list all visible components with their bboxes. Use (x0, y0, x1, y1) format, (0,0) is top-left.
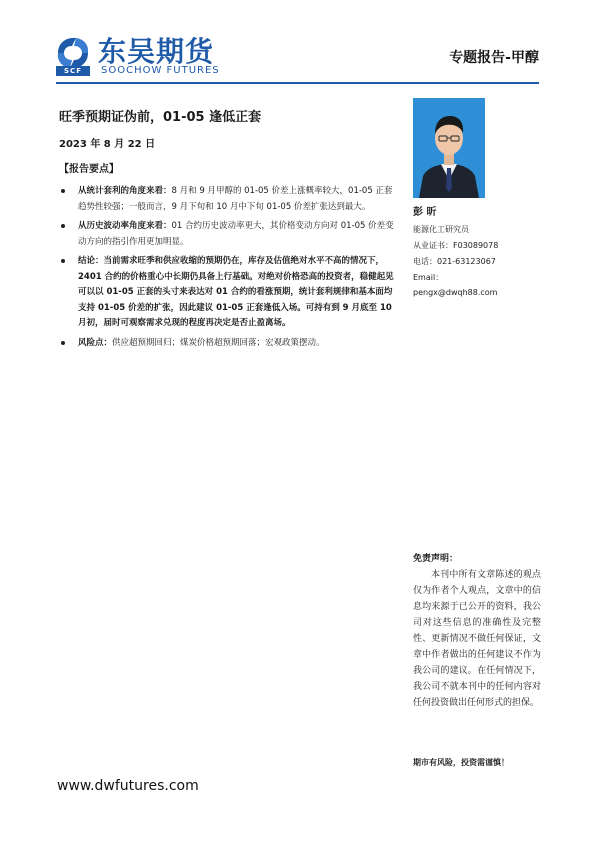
logo-english-name: SOOCHOW FUTURES (101, 65, 220, 76)
key-point-item (59, 336, 397, 352)
logo-abbreviation: SCF (56, 66, 90, 76)
analyst-license: 从业证书：F03089078 (413, 241, 499, 250)
key-points-list (59, 184, 397, 355)
key-point-item (59, 254, 397, 332)
footer-website-link[interactable]: www.dwfutures.com (57, 778, 199, 794)
key-point-label: 风险点： (78, 337, 113, 348)
analyst-portrait-icon (413, 98, 485, 198)
report-title: 旺季预期证伪前，01-05 逢低正套 (59, 110, 262, 125)
report-date: 2023 年 8 月 22 日 (59, 139, 156, 150)
disclaimer-body: 本刊中所有文章陈述的观点仅为作者个人观点，文章中的信息均来源于已公开的资料，我公司对这些信息的准确性及完整性、更新情况不做任何保证，文章中作者做出的任何建议不作为我公司的建议。在任何情况下，我公司不就本刊中的任何内容对任何投资做出任何形式的担保。 (413, 570, 541, 708)
logo-chinese-name: 东吴期货 (98, 35, 215, 68)
key-point-item (59, 219, 397, 250)
key-point-item (59, 184, 397, 215)
header-divider (56, 82, 539, 84)
key-point-text: 01 合约历史波动率更大，其价格变动方向对 01-05 价差变动方向的指引作用更加明显。 (78, 221, 394, 247)
key-point-text: 8 月和 9 月甲醇的 01-05 价差上涨概率较大，01-05 正套趋势性较强；一般而言，9 月下旬和 10 月中下旬 01-05 价差扩张达到最大。 (78, 186, 393, 212)
analyst-email-label: Email： (413, 273, 444, 282)
key-point-label: 结论： (78, 256, 104, 266)
key-point-text: 当前需求旺季和供应收缩的预期仍在，库存及估值绝对水平不高的情况下，2401 合约的价格重心中长期仍具备上行基础。对绝对价格恐高的投资者，稳健起见可以以 01-05 正套的头寸来表达对 01 合约的看涨预期，统计套利规律和基本面均支持 01-05 价差的扩张，因此建议 01-05 正套逢低入场。可持有到 9 月底至 10 月初，届时可观察需求兑现的程度再决定是否止盈离场。 (78, 256, 394, 328)
analyst-phone: 电话：021-63123067 (413, 257, 496, 266)
report-type-label: 专题报告-甲醇 (449, 50, 539, 66)
analyst-name: 彭 昕 (413, 207, 437, 218)
key-point-label: 从历史波动率角度来看： (78, 221, 172, 231)
risk-warning: 期市有风险，投资需谨慎！ (413, 758, 509, 767)
key-point-label: 从统计套利的角度来看： (78, 186, 172, 196)
key-point-text: 供应超预期回归；煤炭价格超预期回落；宏观政策摆动。 (112, 337, 325, 348)
analyst-title: 能源化工研究员 (413, 225, 469, 234)
analyst-photo (413, 98, 485, 198)
analyst-email[interactable]: pengx@dwqh88.com (413, 288, 498, 297)
section-heading-key-points: 【报告要点】 (59, 164, 119, 175)
disclaimer-title: 免责声明： (413, 554, 459, 564)
